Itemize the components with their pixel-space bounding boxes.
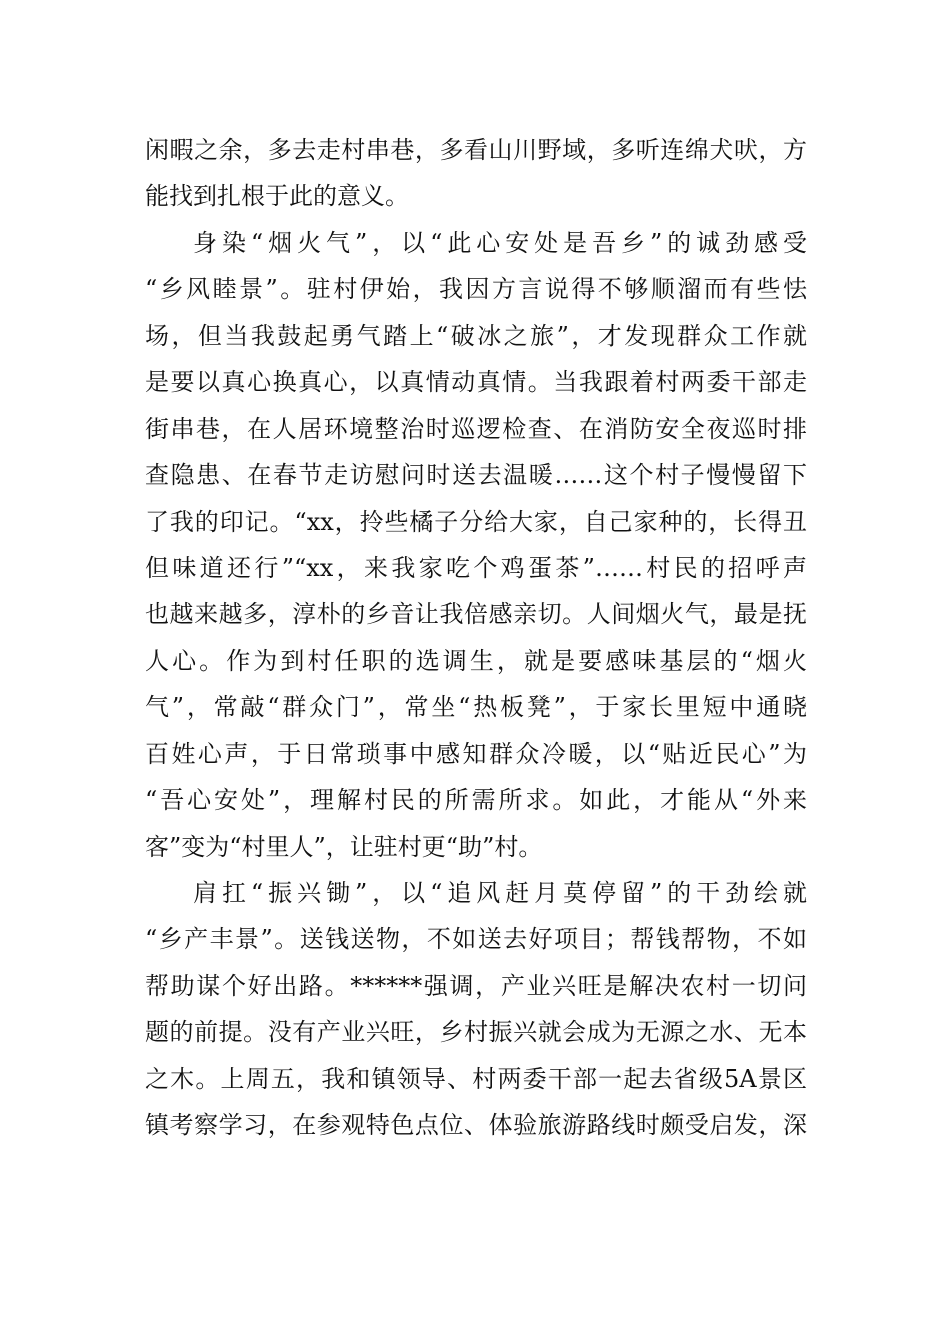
paragraph-line: 了我的印记。“xx，拎些橘子分给大家，自己家种的，长得丑: [145, 507, 807, 536]
paragraph-line: 人心。作为到村任职的选调生，就是要感味基层的“烟火: [145, 646, 807, 675]
paragraph-line: “乡风睦景”。驻村伊始，我因方言说得不够顺溜而有些怯: [145, 275, 807, 304]
paragraph-line: 是要以真心换真心，以真情动真情。当我跟着村两委干部走: [145, 368, 807, 397]
document-body: [145, 127, 807, 1149]
paragraph-line: 但味道还行”“xx，来我家吃个鸡蛋茶”……村民的招呼声: [145, 553, 807, 582]
paragraph-line: 能找到扎根于此的意义。: [145, 182, 409, 211]
paragraph-line: “乡产丰景”。送钱送物，不如送去好项目；帮钱帮物，不如: [145, 925, 807, 954]
paragraph-line: 场，但当我鼓起勇气踏上“破冰之旅”，才发现群众工作就: [145, 321, 807, 350]
paragraph-line: 查隐患、在春节走访慰问时送去温暖……这个村子慢慢留下: [145, 461, 807, 490]
paragraph-line: 客”变为“村里人”，让驻村更“助”村。: [145, 832, 543, 861]
paragraph-line: 闲暇之余，多去走村串巷，多看山川野域，多听连绵犬吠，方: [145, 136, 807, 164]
paragraph-line: 也越来越多，淳朴的乡音让我倍感亲切。人间烟火气，最是抚: [145, 600, 807, 629]
paragraph-line: “吾心安处”，理解村民的所需所求。如此，才能从“外来: [145, 786, 807, 815]
paragraph-line: 题的前提。没有产业兴旺，乡村振兴就会成为无源之水、无本: [145, 1018, 807, 1047]
paragraph-line: 气”，常敲“群众门”，常坐“热板凳”，于家长里短中通晓: [145, 693, 807, 722]
paragraph-line: 镇考察学习，在参观特色点位、体验旅游路线时颇受启发，深: [145, 1111, 807, 1140]
paragraph-line: 帮助谋个好出路。******强调，产业兴旺是解决农村一切问: [145, 971, 807, 1000]
paragraph-line: 身染“烟火气”，以“此心安处是吾乡”的诚劲感受: [193, 228, 807, 257]
paragraph-line: 肩扛“振兴锄”，以“追风赶月莫停留”的干劲绘就: [193, 879, 807, 907]
paragraph-line: 街串巷，在人居环境整治时巡逻检查、在消防安全夜巡时排: [145, 414, 807, 443]
paragraph-line: 百姓心声，于日常琐事中感知群众冷暖，以“贴近民心”为: [145, 739, 807, 768]
paragraph-line: 之木。上周五，我和镇领导、村两委干部一起去省级5A景区: [145, 1064, 807, 1093]
